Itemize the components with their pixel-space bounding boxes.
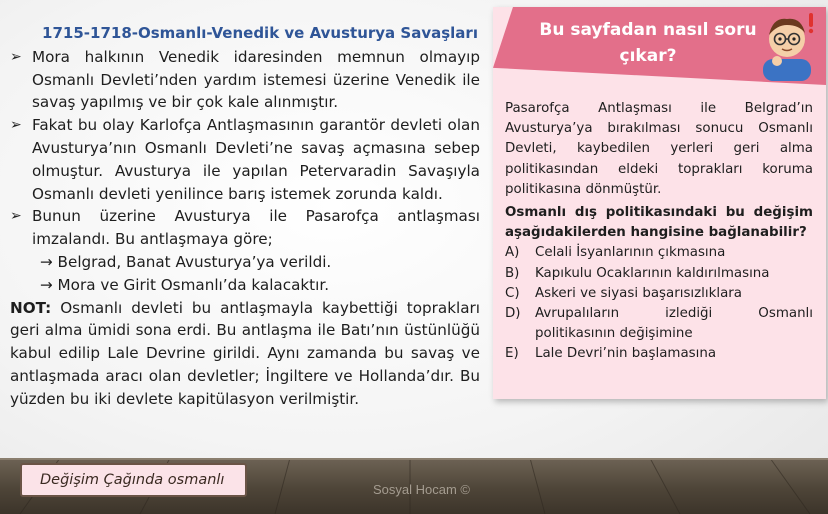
option-text: Celali İsyanlarının çıkmasına [535, 245, 726, 261]
note-text: Osmanlı devleti bu antlaşmayla kaybettiği toprakları geri alma ümidi sona erdi. Bu antlaşma ile Batı’nın üstünlüğü kabul edilip Lale Devrine girildi. Aynı zamanda bu savaş ve antlaşmada aracı olan devletler; İngiltere ve Hollanda’dır. Bu yüzden bu iki devlete kapitülasyon verilmiştir. [10, 298, 480, 408]
bullet-item [10, 114, 480, 205]
arrowhead-bullet-icon: ➢ [10, 117, 22, 134]
question-stem: Osmanlı dış politikasındaki bu değişim aşağıdakilerden hangisine bağlanabilir? [505, 205, 813, 241]
answer-option[interactable] [505, 284, 813, 304]
option-text: Kapıkulu Ocaklarının kaldırılmasına [535, 265, 770, 281]
question-body [505, 99, 813, 365]
bullet-text: Fakat bu olay Karlofça Antlaşmasının garantör devleti olan Avusturya’nın Osmanlı Devleti’ne savaş açmasına sebep olmuştur. Avusturya ile yapılan Petervaradin Savaşıyla Osmanlı devleti yenilince barış istemek zorunda kaldı. [32, 116, 480, 203]
question-passage: Pasarofça Antlaşması ile Belgrad’ın Avusturya’ya bırakılması sonucu Osmanlı Devleti, kaybedilen yerleri geri alma politikasından eldeki toprakları koruma politikasına dönmüştür. [505, 101, 813, 197]
note-paragraph [10, 297, 480, 411]
arrowhead-bullet-icon: ➢ [10, 48, 22, 65]
bullet-text: Bunun üzerine Avusturya ile Pasarofça antlaşması imzalandı. Bu antlaşmaya göre; [32, 207, 480, 249]
banner-title-line1: Bu sayfadan nasıl soru [539, 20, 757, 40]
note-label: NOT: [10, 298, 52, 317]
question-card [493, 7, 826, 399]
answer-option[interactable] [505, 344, 813, 364]
option-letter: E) [505, 346, 519, 362]
sub-item: → Belgrad, Banat Avusturya’ya verildi. [40, 252, 332, 271]
thinking-student-icon [755, 9, 819, 81]
option-letter: C) [505, 285, 520, 301]
bullet-item [10, 46, 480, 114]
banner-title-line2: çıkar? [619, 46, 677, 66]
bullet-text: Mora halkının Venedik idaresinden memnun olmayıp Osmanlı Devleti’nden yardım istemesi üzerine Venedik ile savaş yapılmış ve bir çok kale alınmıştır. [32, 47, 480, 112]
main-content [10, 22, 480, 411]
option-text: Askeri ve siyasi başarısızlıklara [535, 285, 743, 301]
sub-item: → Mora ve Girit Osmanlı’da kalacaktır. [40, 275, 330, 294]
option-text: Avrupalıların izlediği Osmanlı politikasının değişimine [535, 306, 813, 342]
option-text: Lale Devri’nin başlamasına [535, 346, 717, 362]
bullet-item [10, 205, 480, 251]
option-letter: D) [505, 306, 521, 322]
banner-title [533, 17, 763, 69]
option-letter: A) [505, 245, 520, 261]
arrowhead-bullet-icon: ➢ [10, 208, 22, 225]
answer-option[interactable] [505, 243, 813, 263]
answer-option[interactable] [505, 264, 813, 284]
answer-option[interactable] [505, 304, 813, 344]
option-letter: B) [505, 265, 520, 281]
page-title: 1715-1718-Osmanlı-Venedik ve Avusturya Savaşları [42, 24, 478, 42]
course-tag: Değişim Çağında osmanlı [20, 463, 247, 497]
credit-text: Sosyal Hocam © [373, 482, 470, 497]
